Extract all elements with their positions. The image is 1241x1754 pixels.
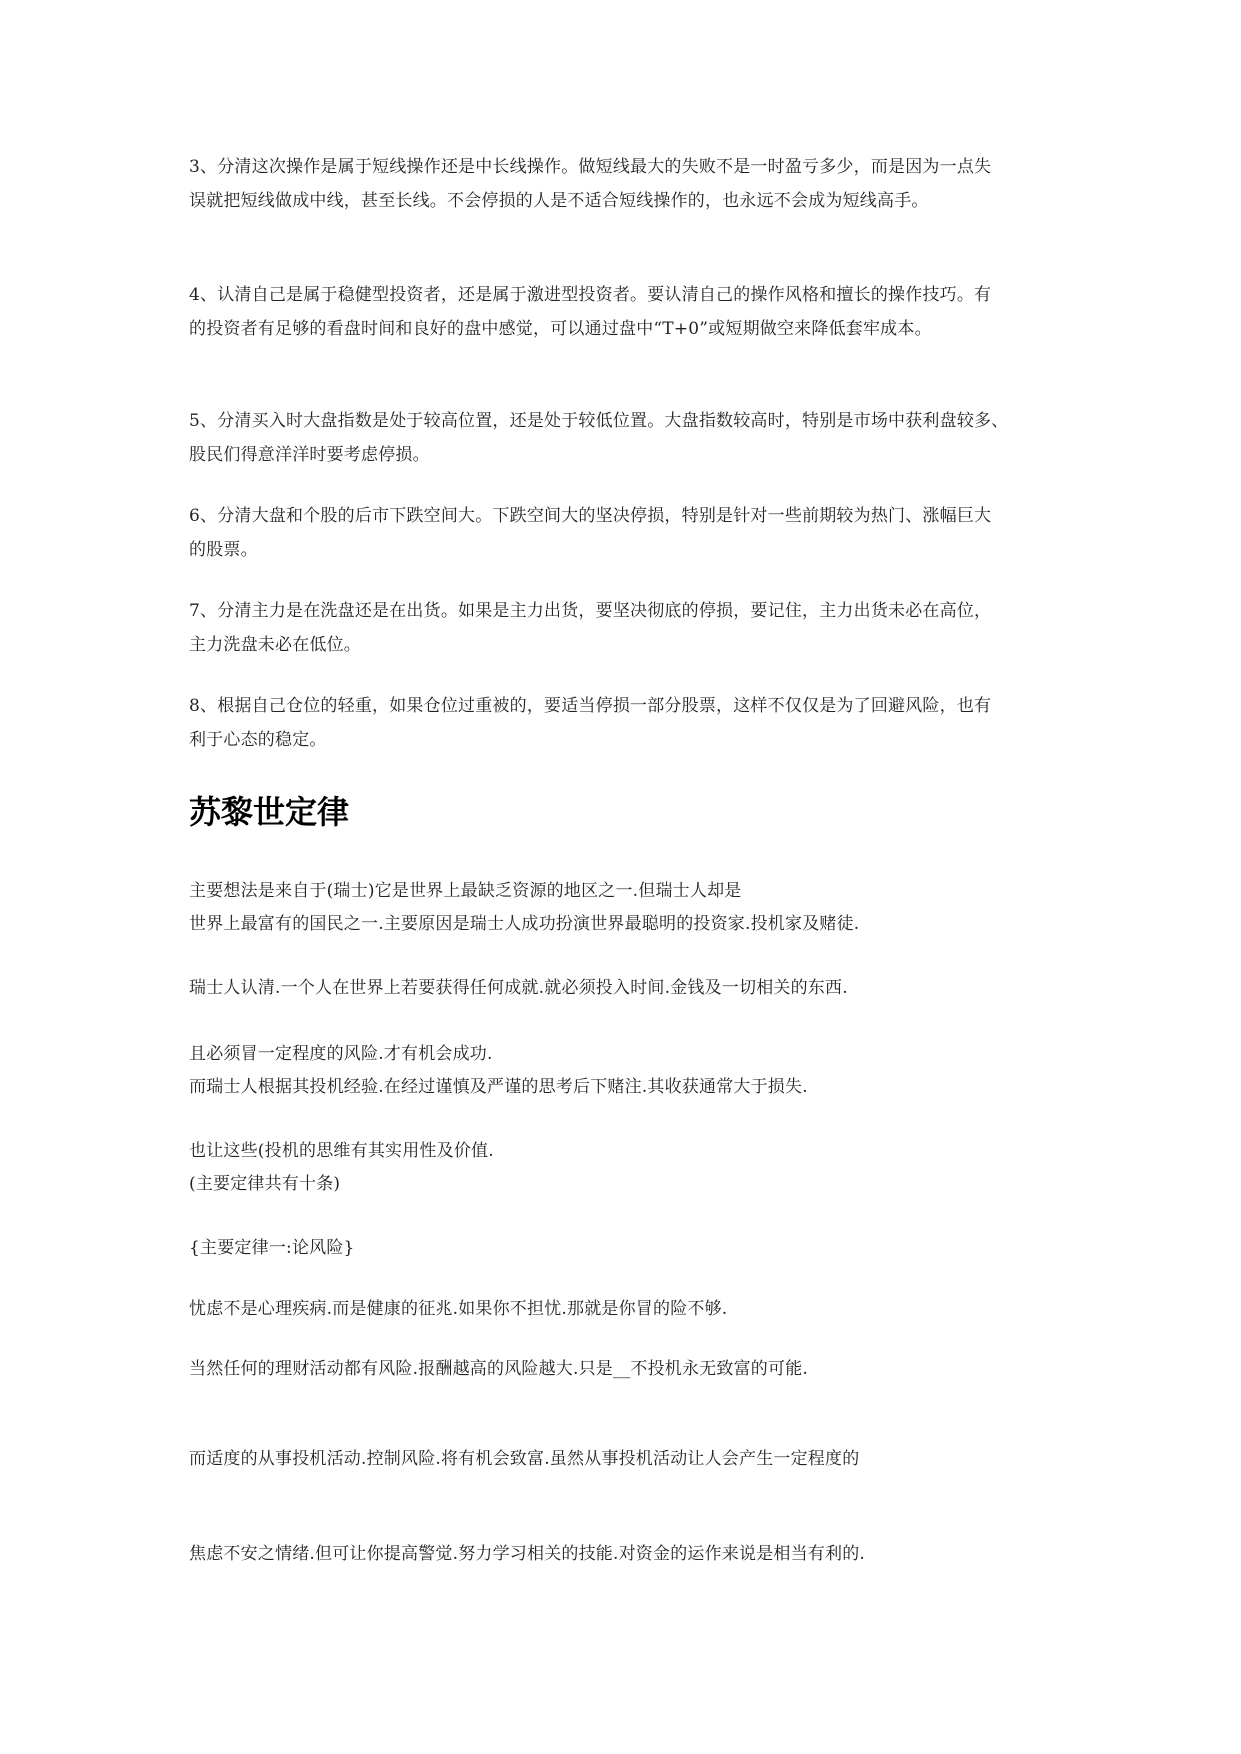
item-7-line-2: 主力洗盘未必在低位。 (189, 635, 361, 655)
item-4-line-2: 的投资者有足够的看盘时间和良好的盘中感觉，可以通过盘中“T+0”或短期做空来降低套牢成本。 (189, 319, 932, 339)
paragraph-line: 且必须冒一定程度的风险.才有机会成功. (189, 1044, 493, 1064)
paragraph-line: 主要想法是来自于(瑞士)它是世界上最缺乏资源的地区之一.但瑞士人却是 (189, 881, 742, 901)
paragraph-line: 世界上最富有的国民之一.主要原因是瑞士人成功扮演世界最聪明的投资家.投机家及赌徒. (189, 914, 860, 934)
paragraph-line: 而适度的从事投机活动.控制风险.将有机会致富.虽然从事投机活动让人会产生一定程度的 (189, 1449, 860, 1469)
item-5-line-1: 5、分清买入时大盘指数是处于较高位置，还是处于较低位置。大盘指数较高时，特别是市场中获利盘较多、 (189, 411, 1009, 431)
item-3-line-1: 3、分清这次操作是属于短线操作还是中长线操作。做短线最大的失败不是一时盈亏多少，而是因为一点失 (189, 157, 992, 177)
item-4-line-1: 4、认清自己是属于稳健型投资者，还是属于激进型投资者。要认清自己的操作风格和擅长的操作技巧。有 (189, 285, 992, 305)
item-8-line-1: 8、根据自己仓位的轻重，如果仓位过重被的，要适当停损一部分股票，这样不仅仅是为了回避风险，也有 (189, 696, 992, 716)
paragraph-line: {主要定律一:论风险} (189, 1238, 355, 1258)
item-6-line-2: 的股票。 (189, 540, 258, 560)
paragraph-line: 而瑞士人根据其投机经验.在经过谨慎及严谨的思考后下赌注.其收获通常大于损失. (189, 1077, 808, 1097)
paragraph-line: 焦虑不安之情绪.但可让你提高警觉.努力学习相关的技能.对资金的运作来说是相当有利的. (189, 1544, 866, 1564)
paragraph-line: 忧虑不是心理疾病.而是健康的征兆.如果你不担忧.那就是你冒的险不够. (189, 1299, 728, 1319)
paragraph-line: (主要定律共有十条) (189, 1174, 341, 1194)
item-3-line-2: 误就把短线做成中线，甚至长线。不会停损的人是不适合短线操作的，也永远不会成为短线高手。 (189, 191, 929, 211)
paragraph-line: 瑞士人认清.一个人在世界上若要获得任何成就.就必须投入时间.金钱及一切相关的东西. (189, 978, 848, 998)
paragraph-line: 也让这些(投机的思维有其实用性及价值. (189, 1141, 494, 1161)
item-6-line-1: 6、分清大盘和个股的后市下跌空间大。下跌空间大的坚决停损，特别是针对一些前期较为热门、涨幅巨大 (189, 506, 992, 526)
paragraph-line: 当然任何的理财活动都有风险.报酬越高的风险越大.只是__不投机永无致富的可能. (189, 1359, 809, 1379)
item-5-line-2: 股民们得意洋洋时要考虑停损。 (189, 445, 430, 465)
section-title: 苏黎世定律 (189, 793, 350, 831)
item-8-line-2: 利于心态的稳定。 (189, 730, 327, 750)
item-7-line-1: 7、分清主力是在洗盘还是在出货。如果是主力出货，要坚决彻底的停损，要记住，主力出货未必在高位， (189, 601, 992, 621)
